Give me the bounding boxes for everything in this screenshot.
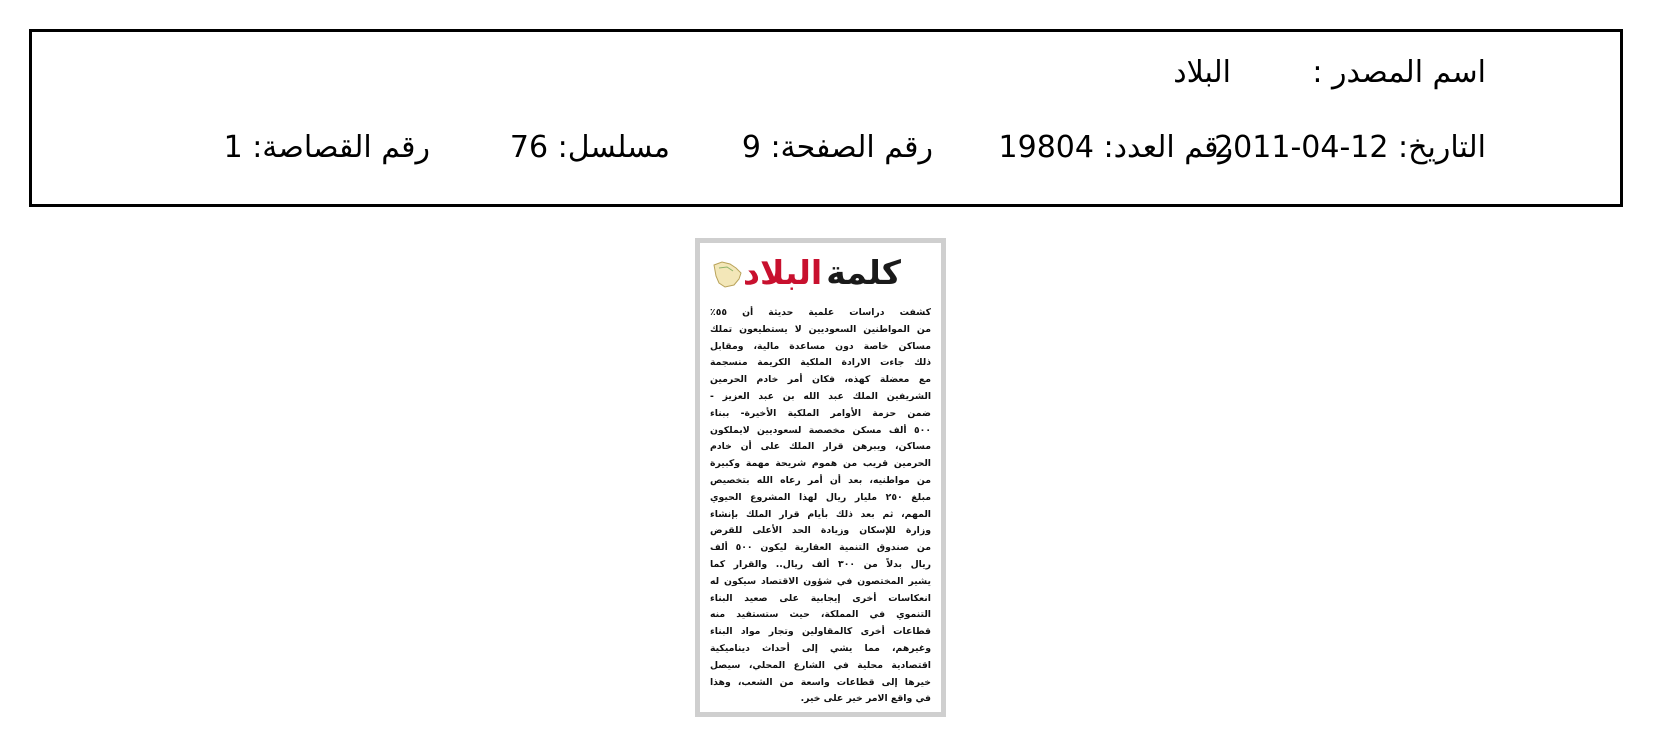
column-word: كلمة <box>826 253 901 292</box>
article-line: مع معضلة كهذه، فكان أمر خادم الحرمين <box>710 374 931 386</box>
serial-field: مسلسل: 76 <box>509 130 670 165</box>
source-value: البلاد <box>1173 55 1231 90</box>
article-line: وغيرهم، مما يشي إلى أحداث ديناميكية <box>710 642 931 654</box>
article-line: وزارة للإسكان وزيادة الحد الأعلى للقرض <box>710 525 931 537</box>
article-line: ضمن حزمة الأوامر الملكية الأخيرة- ببناء <box>710 407 931 419</box>
article-line: خيرها إلى قطاعات واسعة من الشعب، وهذا <box>710 676 931 688</box>
article-line: ذلك جاءت الارادة الملكية الكريمة منسجمة <box>710 357 931 369</box>
source-label: اسم المصدر : <box>1312 55 1486 90</box>
article-line: مبلغ ٢٥٠ مليار ريال لهذا المشروع الحيوي <box>710 491 931 503</box>
article-line: انعكاسات أخرى إيجابية على صعيد البناء <box>710 592 931 604</box>
article-line: اقتصادية محلية في الشارع المحلي، سيصل <box>710 659 931 671</box>
article-line: من المواطنين السعوديين لا يستطيعون تملك <box>710 323 931 335</box>
article-line: مساكن خاصة دون مساعدة مالية، ومقابل <box>710 340 931 352</box>
article-line: من مواطنيه، بعد أن أمر رعاه الله بتخصيص <box>710 474 931 486</box>
article-body <box>710 305 931 708</box>
issue-number-field: رقم العدد: 19804 <box>998 130 1233 165</box>
article-line: مساكن، ويبرهن قرار الملك على أن خادم <box>710 441 931 453</box>
article-line: في واقع الامر خير على خير. <box>800 693 931 705</box>
column-title <box>743 251 901 297</box>
date-field: التاريخ: 12-04-2011 <box>1214 130 1486 165</box>
article-line: ريال بدلاً من ٣٠٠ ألف ريال.. والقرار كما <box>710 558 931 570</box>
article-line: التنموي في المملكة، حيث ستستفيد منه <box>710 609 931 621</box>
article-line: من صندوق التنمية العقارية ليكون ٥٠٠ ألف <box>710 542 931 554</box>
article-line: ٥٠٠ ألف مسكن مخصصة لسعوديين لايملكون <box>710 424 931 436</box>
page-number-field: رقم الصفحة: 9 <box>741 130 933 165</box>
article-line: يشير المختصون في شؤون الاقتصاد سيكون له <box>710 575 931 587</box>
article-line: المهم، ثم بعد ذلك بأيام قرار الملك بإنشاء <box>710 508 931 520</box>
article-line: كشفت دراسات علمية حديثة أن ٥٥٪ <box>710 307 931 318</box>
newspaper-brand: البلاد <box>743 253 823 292</box>
article-line: الحرمين قريب من هموم شريحة مهمة وكبيرة <box>710 458 931 470</box>
newspaper-clipping <box>695 238 946 717</box>
article-line: الشريفين الملك عبد الله بن عبد العزيز - <box>710 390 931 402</box>
article-line: قطاعات أخرى كالمقاولين وتجار مواد البناء <box>710 626 931 638</box>
saudi-map-icon <box>710 259 744 289</box>
clip-number-field: رقم القصاصة: 1 <box>223 130 430 165</box>
